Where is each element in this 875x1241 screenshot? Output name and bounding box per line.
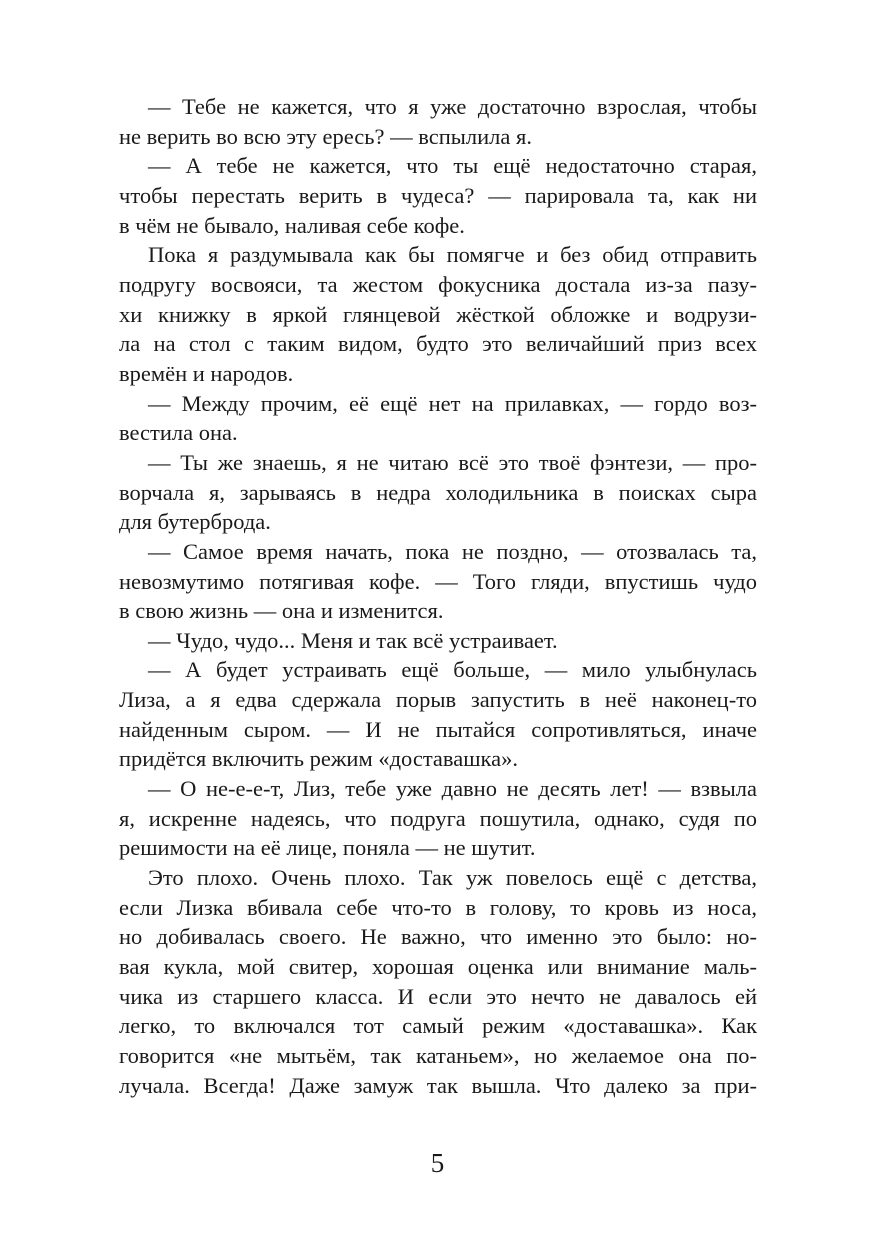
- page-number: 5: [430, 1148, 445, 1178]
- text-line: если Лизка вбивала себе что-то в голову, то кровь из носа,: [119, 894, 757, 920]
- text-line: я, искренне надеясь, что подруга пошутила, однако, судя по: [119, 805, 757, 831]
- text-line: хи книжку в яркой глянцевой жёсткой обложке и водрузи-: [119, 301, 757, 327]
- text-line: ворчала я, зарываясь в недра холодильника в поисках сыра: [119, 479, 757, 505]
- text-line: решимости на её лице, поняла — не шутит.: [119, 835, 536, 861]
- text-line: говорится «не мытьём, так катаньем», но желаемое она по-: [119, 1043, 757, 1068]
- text-line: в чём не бывало, наливая себе кофе.: [119, 212, 465, 238]
- text-line: не верить во всю эту ересь? — вспылила я.: [119, 123, 532, 149]
- text-line: Лиза, а я едва сдержала порыв запустить в неё наконец-то: [119, 687, 757, 713]
- text-line: — О не-е-е-т, Лиз, тебе уже давно не десять лет! — взвыла: [148, 776, 757, 802]
- text-line: невозмутимо потягивая кофе. — Того гляди, впустишь чудо: [119, 568, 757, 594]
- text-line: — А тебе не кажется, что ты ещё недостаточно старая,: [148, 153, 757, 179]
- text-line: — Самое время начать, пока не поздно, — отозвалась та,: [148, 538, 757, 564]
- text-line: чика из старшего класса. И если это нечто не давалось ей: [119, 983, 757, 1009]
- text-line: Пока я раздумывала как бы помягче и без обид отправить: [148, 242, 757, 268]
- text-line: но добивалась своего. Не важно, что именно это было: но-: [119, 924, 757, 950]
- text-line: чтобы перестать верить в чудеса? — парировала та, как ни: [119, 182, 757, 208]
- text-line: — Ты же знаешь, я не читаю всё это твоё фэнтези, — про-: [148, 449, 757, 475]
- text-line: Это плохо. Очень плохо. Так уж повелось ещё с детства,: [148, 865, 757, 891]
- text-line: подругу восвояси, та жестом фокусника достала из-за пазу-: [119, 271, 757, 297]
- text-line: времён и народов.: [119, 360, 294, 386]
- text-line: — А будет устраивать ещё больше, — мило улыбнулась: [148, 657, 757, 683]
- text-line: найденным сыром. — И не пытайся сопротивляться, иначе: [119, 716, 757, 742]
- text-line: лучала. Всегда! Даже замуж так вышла. Что далеко за при-: [119, 1072, 757, 1098]
- text-line: легко, то включался тот самый режим «доставашка». Как: [119, 1013, 757, 1039]
- text-line: для бутерброда.: [119, 509, 271, 535]
- text-line: в свою жизнь — она и изменится.: [119, 598, 444, 624]
- text-line: вестила она.: [119, 420, 238, 446]
- text-line: придётся включить режим «доставашка».: [119, 746, 519, 772]
- text-line: — Чудо, чудо... Меня и так всё устраивает.: [148, 627, 558, 653]
- text-line: ла на стол с таким видом, будто это величайший приз всех: [119, 331, 757, 357]
- text-line: — Между прочим, её ещё нет на прилавках, — гордо воз-: [148, 390, 757, 416]
- text-line: вая кукла, мой свитер, хорошая оценка или внимание маль-: [119, 954, 757, 980]
- text-line: — Тебе не кажется, что я уже достаточно взрослая, чтобы: [148, 94, 757, 119]
- page-body-text: [119, 92, 757, 1100]
